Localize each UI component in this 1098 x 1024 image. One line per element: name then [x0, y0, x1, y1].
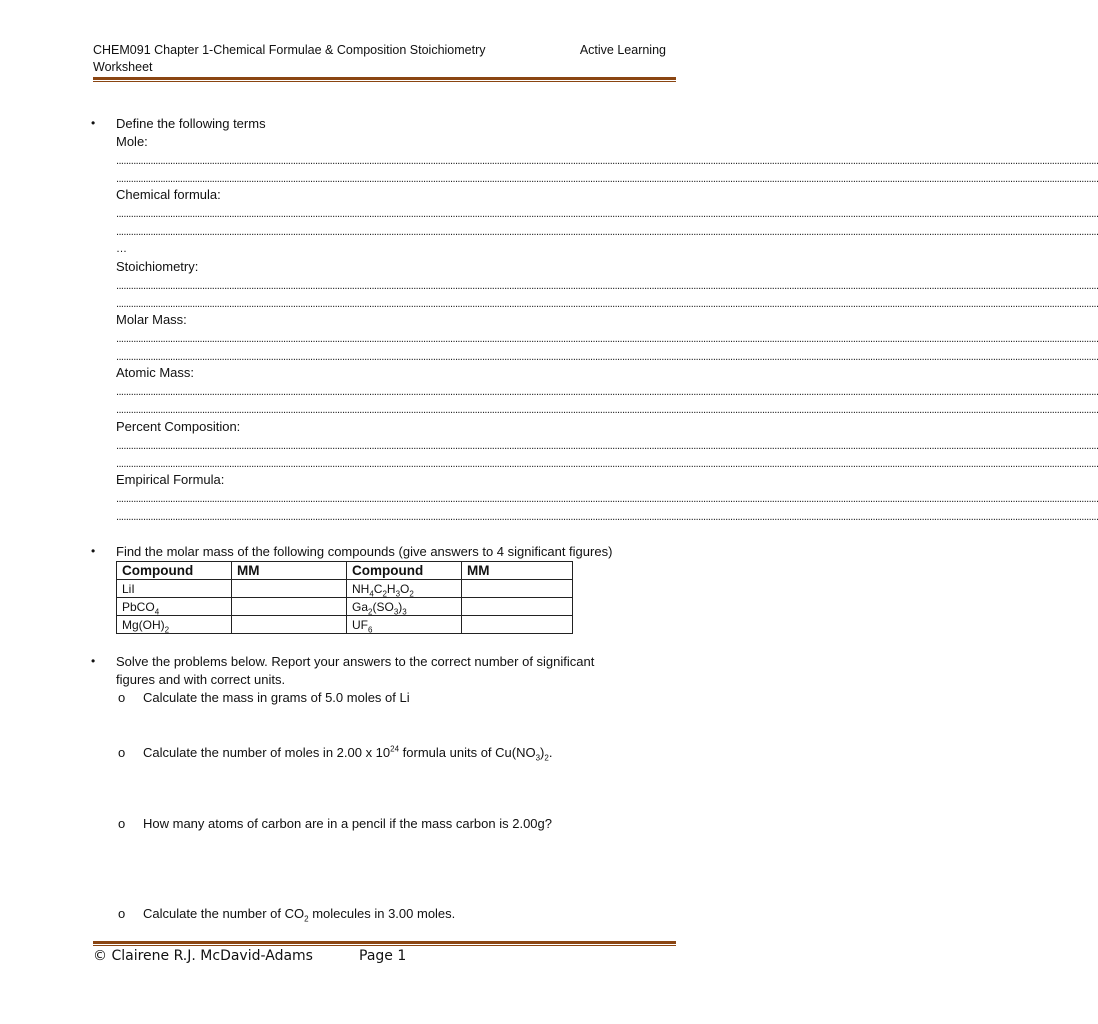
q1-intro: Define the following terms: [116, 116, 266, 131]
answer-line[interactable]: ................................................................................................................................................................................................................................................................................................................................................................................................................: [116, 280, 1098, 292]
compound-cell: $NH_4C_2H_3O_2$: [347, 580, 462, 598]
footer-copyright: © Clairene R.J. McDavid-Adams: [93, 948, 313, 964]
term-label: Stoichiometry:: [116, 259, 199, 274]
term-label: Chemical formula:: [116, 187, 221, 202]
answer-line[interactable]: ................................................................................................................................................................................................................................................................................................................................................................................................................: [116, 155, 1098, 167]
col-header-compound: Compound: [347, 562, 462, 580]
col-header-mm: MM: [462, 562, 573, 580]
problem-2: Calculate the number of moles in 2.00 x $10^{24}$ formula units of $Cu(NO_3)_2$.: [143, 744, 553, 763]
header-right-label: Active Learning: [579, 43, 666, 57]
answer-line[interactable]: ................................................................................................................................................................................................................................................................................................................................................................................................................: [116, 386, 1098, 398]
q2-intro: Find the molar mass of the following compounds (give answers to 4 significant figures): [116, 544, 613, 559]
bullet-q1: •: [91, 116, 96, 130]
header-rule: [93, 77, 676, 82]
term-label: Molar Mass:: [116, 312, 187, 327]
problem-4: Calculate the number of $CO_2$ molecules in 3.00 moles.: [143, 906, 456, 924]
problem-3: How many atoms of carbon are in a pencil if the mass carbon is 2.00g?: [143, 816, 552, 831]
mm-answer-cell[interactable]: [462, 580, 573, 598]
answer-line[interactable]: ................................................................................................................................................................................................................................................................................................................................................................................................................: [116, 493, 1098, 505]
q3-intro-line2: figures and with correct units.: [116, 672, 286, 687]
sub-bullet-marker: o: [118, 816, 126, 831]
problem-1: Calculate the mass in grams of 5.0 moles of Li: [143, 690, 410, 705]
answer-line[interactable]: ................................................................................................................................................................................................................................................................................................................................................................................................................: [116, 351, 1098, 363]
answer-line[interactable]: ................................................................................................................................................................................................................................................................................................................................................................................................................: [116, 333, 1098, 345]
mm-answer-cell[interactable]: [462, 598, 573, 616]
bullet-q2: •: [91, 544, 96, 558]
answer-line[interactable]: ................................................................................................................................................................................................................................................................................................................................................................................................................: [116, 440, 1098, 452]
mm-answer-cell[interactable]: [232, 616, 347, 634]
mm-answer-cell[interactable]: [462, 616, 573, 634]
header-title: CHEM091 Chapter 1-Chemical Formulae & Composition Stoichiometry Worksheet: [93, 43, 486, 74]
compound-cell: $UF_6$: [347, 616, 462, 634]
col-header-mm: MM: [232, 562, 347, 580]
compound-cell: $Mg(OH)_2$: [117, 616, 232, 634]
answer-line[interactable]: ................................................................................................................................................................................................................................................................................................................................................................................................................: [116, 298, 1098, 310]
footer-page-number: Page 1: [359, 948, 407, 964]
sub-bullet-marker: o: [118, 745, 126, 760]
sub-bullet-marker: o: [118, 906, 126, 921]
q3-intro-line1: Solve the problems below. Report your answers to the correct number of significant: [116, 654, 595, 669]
page-header: [93, 42, 675, 76]
footer-rule: [93, 941, 676, 946]
molar-mass-table: [116, 561, 573, 634]
sub-bullet-marker: o: [118, 690, 126, 705]
answer-line[interactable]: ................................................................................................................................................................................................................................................................................................................................................................................................................: [116, 511, 1098, 523]
answer-line-tail: …: [116, 243, 127, 255]
compound-cell: LiI: [117, 580, 232, 598]
answer-line[interactable]: ................................................................................................................................................................................................................................................................................................................................................................................................................: [116, 173, 1098, 185]
table-header-row: [117, 562, 573, 580]
compound-cell: PbCO$_4$: [117, 598, 232, 616]
answer-line[interactable]: ................................................................................................................................................................................................................................................................................................................................................................................................................: [116, 404, 1098, 416]
table-row: [117, 598, 573, 616]
answer-line[interactable]: ................................................................................................................................................................................................................................................................................................................................................................................................................: [116, 458, 1098, 470]
answer-line[interactable]: ................................................................................................................................................................................................................................................................................................................................................................................................................: [116, 226, 1098, 238]
mm-answer-cell[interactable]: [232, 580, 347, 598]
term-label: Empirical Formula:: [116, 472, 225, 487]
term-label: Mole:: [116, 134, 148, 149]
mm-answer-cell[interactable]: [232, 598, 347, 616]
bullet-q3: •: [91, 654, 96, 668]
compound-cell: $Ga_2(SO_3)_3$: [347, 598, 462, 616]
term-label: Percent Composition:: [116, 419, 241, 434]
term-label: Atomic Mass:: [116, 365, 195, 380]
table-row: [117, 580, 573, 598]
table-row: [117, 616, 573, 634]
col-header-compound: Compound: [117, 562, 232, 580]
answer-line[interactable]: ................................................................................................................................................................................................................................................................................................................................................................................................................: [116, 208, 1098, 220]
